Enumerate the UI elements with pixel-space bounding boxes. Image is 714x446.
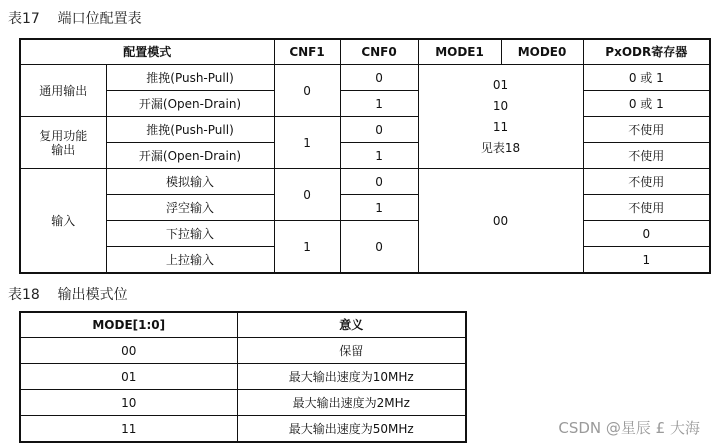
- submode-cell: 浮空输入: [106, 195, 274, 221]
- header-meaning: 意义: [237, 312, 466, 338]
- odr-cell: 不使用: [583, 117, 710, 143]
- cnf1-cell: 0: [274, 65, 340, 117]
- submode-cell: 开漏(Open-Drain): [106, 91, 274, 117]
- mode-output-cell: [418, 65, 583, 169]
- table18-header-row: [20, 312, 466, 338]
- table-row: [20, 117, 710, 143]
- table-row: [20, 390, 466, 416]
- cnf1-cell: 0: [274, 169, 340, 221]
- odr-cell: 1: [583, 247, 710, 274]
- header-mode-bits: MODE[1:0]: [20, 312, 237, 338]
- mode-output-value: 11: [492, 119, 509, 134]
- cnf1-cell: 1: [274, 221, 340, 274]
- table17-header-row: [20, 39, 710, 65]
- submode-cell: 下拉输入: [106, 221, 274, 247]
- header-config-mode: 配置模式: [20, 39, 274, 65]
- header-pxodr: PxODR寄存器: [583, 39, 710, 65]
- cnf0-cell: 0: [340, 169, 418, 195]
- cnf0-cell: 0: [340, 117, 418, 143]
- group-input: 输入: [20, 169, 106, 274]
- mode-value-cell: 10: [20, 390, 237, 416]
- mode-input-cell: 00: [418, 169, 583, 274]
- mode-value-cell: 00: [20, 338, 237, 364]
- table-row: [20, 364, 466, 390]
- header-mode1: MODE1: [418, 39, 501, 65]
- submode-cell: 推挽(Push-Pull): [106, 117, 274, 143]
- table-row: [20, 91, 710, 117]
- meaning-cell: 最大输出速度为50MHz: [237, 416, 466, 443]
- watermark: CSDN @星辰 £ 大海: [558, 419, 700, 437]
- odr-cell: 不使用: [583, 143, 710, 169]
- cnf0-cell: 1: [340, 195, 418, 221]
- mode-value-cell: 11: [20, 416, 237, 443]
- mode-value-cell: 01: [20, 364, 237, 390]
- header-mode0: MODE0: [501, 39, 583, 65]
- mode-output-value: 10: [492, 98, 509, 113]
- table18-caption: 表18 输出模式位: [8, 287, 128, 303]
- table-row: [20, 416, 466, 443]
- header-cnf0: CNF0: [340, 39, 418, 65]
- submode-cell: 开漏(Open-Drain): [106, 143, 274, 169]
- cnf0-cell: 0: [340, 221, 418, 274]
- header-cnf1: CNF1: [274, 39, 340, 65]
- meaning-cell: 保留: [237, 338, 466, 364]
- cnf0-cell: 0: [340, 65, 418, 91]
- meaning-cell: 最大输出速度为10MHz: [237, 364, 466, 390]
- port-config-table: [19, 38, 711, 274]
- submode-cell: 模拟输入: [106, 169, 274, 195]
- output-mode-table: [19, 311, 467, 443]
- odr-cell: 0 或 1: [583, 91, 710, 117]
- odr-cell: 0: [583, 221, 710, 247]
- table-row: [20, 169, 710, 195]
- mode-output-value: 01: [492, 77, 509, 92]
- submode-cell: 推挽(Push-Pull): [106, 65, 274, 91]
- odr-cell: 不使用: [583, 169, 710, 195]
- cnf1-cell: 1: [274, 117, 340, 169]
- group-general-output: 通用输出: [20, 65, 106, 117]
- cnf0-cell: 1: [340, 91, 418, 117]
- table-row: [20, 221, 710, 247]
- submode-cell: 上拉输入: [106, 247, 274, 274]
- table-row: [20, 143, 710, 169]
- meaning-cell: 最大输出速度为2MHz: [237, 390, 466, 416]
- table-row: [20, 65, 710, 91]
- table-row: [20, 195, 710, 221]
- mode-output-see-table: 见表18: [480, 140, 521, 155]
- table17-caption: 表17 端口位配置表: [8, 11, 142, 27]
- group-alt-output: 复用功能 输出: [20, 117, 106, 169]
- odr-cell: 不使用: [583, 195, 710, 221]
- cnf0-cell: 1: [340, 143, 418, 169]
- odr-cell: 0 或 1: [583, 65, 710, 91]
- table-row: [20, 338, 466, 364]
